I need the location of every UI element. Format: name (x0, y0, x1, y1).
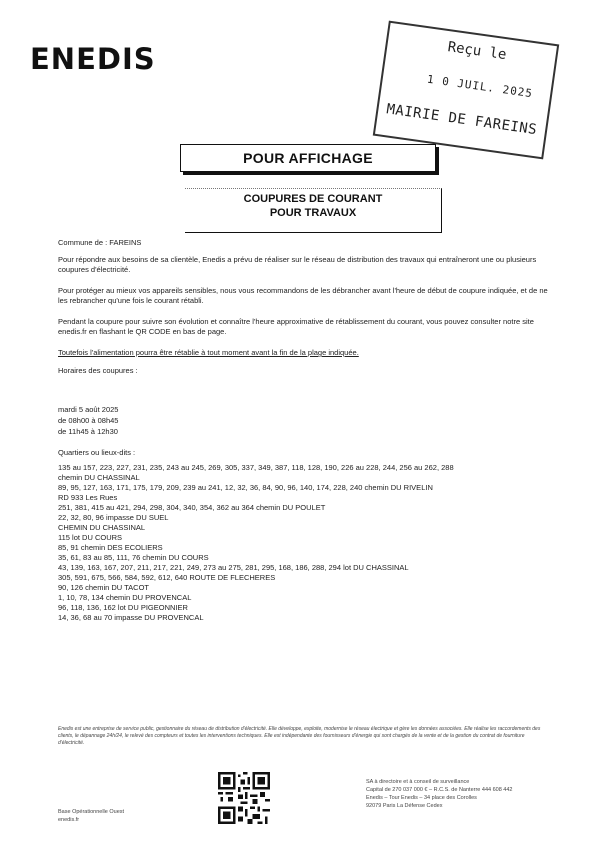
received-stamp (373, 21, 559, 160)
outage-date: mardi 5 août 2025 (58, 405, 119, 414)
legal-notice: Enedis est une entreprise de service public, gestionnaire du réseau de distribution d'électricité. Elle développe, exploite, modernise le réseau électrique et gère les données associées. Elle réalise les raccordements des clients, le dépannage 24h/24, le relevé des compteurs et toutes les interventions techniques. Elle est indépendante des fournisseurs d'énergie qui sont chargés de la vente et de la gestion du contrat de fourniture d'électricité. (58, 726, 541, 746)
footer-company-type: SA à directoire et à conseil de surveillance (366, 779, 470, 785)
list-item: 135 au 157, 223, 227, 231, 235, 243 au 245, 269, 305, 337, 349, 387, 118, 128, 190, 226 au 228, 244, 256 au 262, 288 (58, 463, 454, 472)
list-item: 90, 126 chemin DU TACOT (58, 583, 150, 592)
footer-left (58, 808, 124, 824)
footer-address: Enedis – Tour Enedis – 34 place des Corolles (366, 795, 477, 801)
outage-slot-1: de 08h00 à 08h45 (58, 416, 119, 425)
list-item: 35, 61, 83 au 85, 111, 76 chemin DU COURS (58, 553, 209, 562)
paragraph-intro: Pour répondre aux besoins de sa clientèle, Enedis a prévu de réaliser sur le réseau de distribution des travaux qui entraîneront une ou plusieurs coupures d'électricité. (58, 255, 537, 274)
list-item: 96, 118, 136, 162 lot DU PIGEONNIER (58, 603, 188, 612)
sub-title-line1: COUPURES DE COURANT (243, 193, 383, 205)
stamp-mairie: MAIRIE DE FAREINS (385, 101, 538, 139)
main-title: POUR AFFICHAGE (180, 144, 436, 172)
stamp-received-label: Reçu le (446, 39, 508, 64)
footer-right (366, 778, 536, 810)
qr-code[interactable] (218, 772, 270, 824)
list-item: 85, 91 chemin DES ECOLIERS (58, 543, 163, 552)
list-item: 305, 591, 675, 566, 584, 592, 612, 640 ROUTE DE FLECHERES (58, 573, 276, 582)
stamp-date: 1 0 JUIL. 2025 (426, 72, 534, 101)
list-item: 251, 381, 415 au 421, 294, 298, 304, 340, 354, 362 au 364 chemin DU POULET (58, 503, 326, 512)
list-item: 89, 95, 127, 163, 171, 175, 179, 209, 239 au 241, 12, 32, 36, 84, 90, 96, 140, 174, 228, 240 chemin DU RIVELIN (58, 483, 433, 492)
footer-city: 92079 Paris La Défense Cedex (366, 803, 443, 809)
sub-title-box (185, 188, 442, 233)
list-item: 43, 139, 163, 167, 207, 211, 217, 221, 249, 273 au 275, 281, 295, 168, 186, 288, 294 lot DU CHASSINAL (58, 563, 409, 572)
list-item: 14, 36, 68 au 70 impasse DU PROVENCAL (58, 613, 204, 622)
list-item: CHEMIN DU CHASSINAL (58, 523, 146, 532)
quartiers-label: Quartiers ou lieux-dits : (58, 448, 136, 457)
list-item: RD 933 Les Rues (58, 493, 118, 502)
footer-capital: Capital de 270 037 000 € – R.C.S. de Nanterre 444 608 442 (366, 787, 513, 793)
footer-base: Base Opérationnelle Ouest (58, 809, 125, 815)
sub-title-line2: POUR TRAVAUX (269, 207, 357, 219)
horaires-label: Horaires des coupures : (58, 366, 138, 375)
list-item: 115 lot DU COURS (58, 533, 123, 542)
list-item: chemin DU CHASSINAL (58, 473, 140, 482)
enedis-logo: ENEDIS (30, 42, 156, 76)
list-item: 22, 32, 80, 96 impasse DU SUEL (58, 513, 169, 522)
paragraph-warning: Toutefois l'alimentation pourra être rétablie à tout moment avant la fin de la plage indiquée. (58, 348, 359, 357)
list-item: 1, 10, 78, 134 chemin DU PROVENCAL (58, 593, 192, 602)
commune: Commune de : FAREINS (58, 238, 142, 247)
outage-slot-2: de 11h45 à 12h30 (58, 427, 118, 436)
footer-website[interactable]: enedis.fr (58, 817, 80, 823)
paragraph-follow: Pendant la coupure pour suivre son évolution et connaître l'heure approximative de rétablissement du courant, vous pouvez consulter notre site enedis.fr en flashant le QR CODE en bas de page. (58, 317, 534, 336)
quartiers-list (58, 463, 558, 623)
paragraph-protect: Pour protéger au mieux vos appareils sensibles, nous vous recommandons de les débrancher avant l'heure de début de coupure indiquée, et de ne les rebrancher qu'une fois le courant rétabli. (58, 286, 548, 305)
